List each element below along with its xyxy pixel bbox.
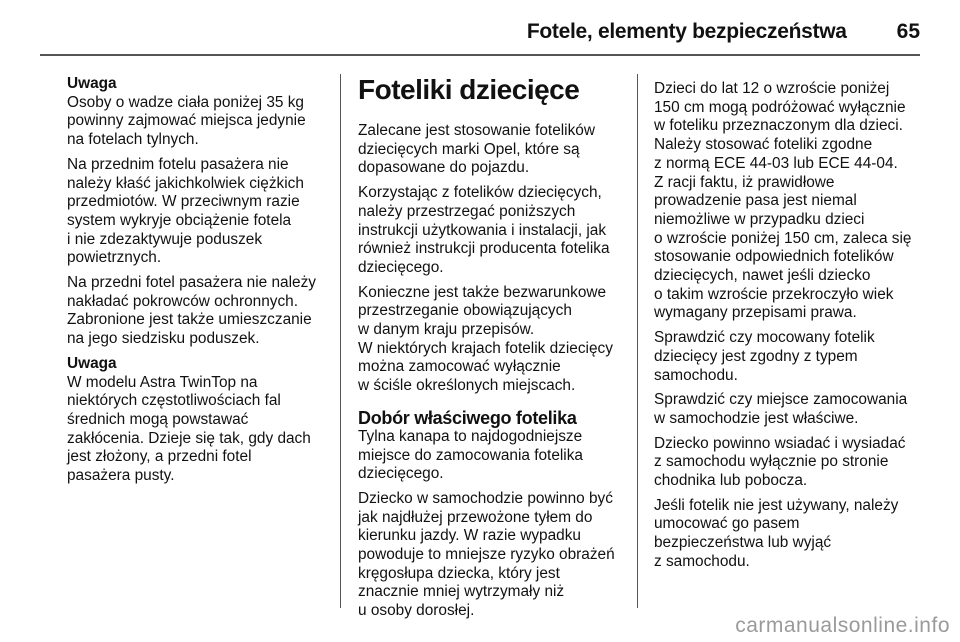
note-paragraph: Na przednim fotelu pasażera nie należy kłaść jakichkolwiek ciężkich przedmiotów. W przeciwnym razie system wykryje obciążenie fotela i nie zdezaktywuje poduszek powietrznych. [67, 155, 304, 267]
page-header [40, 14, 920, 50]
body-paragraph: Dziecko w samochodzie powinno być jak najdłużej przewożone tyłem do kierunku jazdy. W razie wypadku powoduje to mniejsze ryzyko obrażeń kręgosłupa dziecka, który jest znacznie mniej wytrzymały niż u osoby dorosłej. [358, 489, 615, 620]
body-paragraph: Jeśli fotelik nie jest używany, należy umocować go pasem bezpieczeństwa lub wyjąć z samochodu. [654, 496, 899, 570]
body-paragraph: Sprawdzić czy mocowany fotelik dziecięcy jest zgodny z typem samochodu. [654, 329, 875, 384]
section-heading: Foteliki dziecięce [358, 74, 580, 105]
body-paragraph: Korzystając z fotelików dziecięcych, należy przestrzegać poniższych instrukcji użytkowania i instalacji, jak również instrukcji producenta fotelika dziecięcego. [358, 184, 610, 276]
column-middle [358, 74, 626, 627]
note-paragraph: W modelu Astra TwinTop na niektórych częstotliwościach fal średnich mogą powstawać zakłócenia. Dzieje się tak, gdy dach jest złożony, a przedni fotel pasażera pusty. [67, 373, 311, 485]
page-number: 65 [896, 20, 920, 43]
note-paragraph: Na przedni fotel pasażera nie należy nakładać pokrowców ochronnych. Zabronione jest także umieszczanie na jego siedzisku poduszek. [67, 274, 316, 348]
body-paragraph: Konieczne jest także bezwarunkowe przestrzeganie obowiązujących w danym kraju przepisów. W niektórych krajach fotelik dziecięcy można zamocować wyłącznie w ściśle określonych miejscach. [358, 283, 613, 395]
body-paragraph: Zalecane jest stosowanie fotelików dziecięcych marki Opel, które są dopasowane do pojazdu. [358, 122, 595, 177]
body-paragraph: Dziecko powinno wsiadać i wysiadać z samochodu wyłącznie po stronie chodnika lub pobocza. [654, 434, 906, 490]
note-title: Uwaga [67, 354, 117, 372]
header-divider [40, 54, 920, 56]
header-title: Fotele, elementy bezpieczeństwa [526, 20, 847, 43]
column-divider [637, 74, 638, 608]
note-title: Uwaga [67, 75, 117, 92]
body-paragraph: Tylna kanapa to najdogodniejsze miejsce do zamocowania fotelika dziecięcego. [358, 427, 583, 483]
body-paragraph: Sprawdzić czy miejsce zamocowania w samochodzie jest właściwe. [654, 391, 908, 427]
note-paragraph: Osoby o wadze ciała poniżej 35 kg powinny zajmować miejsca jedynie na fotelach tylnych. [67, 93, 306, 149]
column-right [654, 80, 924, 578]
subsection-heading: Dobór właściwego fotelika [358, 407, 577, 428]
column-divider [340, 74, 341, 608]
body-paragraph: Dzieci do lat 12 o wzroście poniżej 150 cm mogą podróżować wyłącznie w foteliku przeznaczonym dla dzieci. Należy stosować foteliki zgodne z normą ECE 44-03 lub ECE 44-04. Z racji faktu, iż prawidłowe prowadzenie pasa jest niemal niemożliwe w przypadku dzieci o wzroście poniżej 150 cm, zaleca się stosowanie odpowiednich fotelików dziecięcych, nawet jeśli dziecko o takim wzroście przekroczyło wiek wymagany przepisami prawa. [654, 80, 912, 322]
column-left [67, 75, 332, 492]
watermark-text: carmanualsonline.info [735, 614, 950, 637]
